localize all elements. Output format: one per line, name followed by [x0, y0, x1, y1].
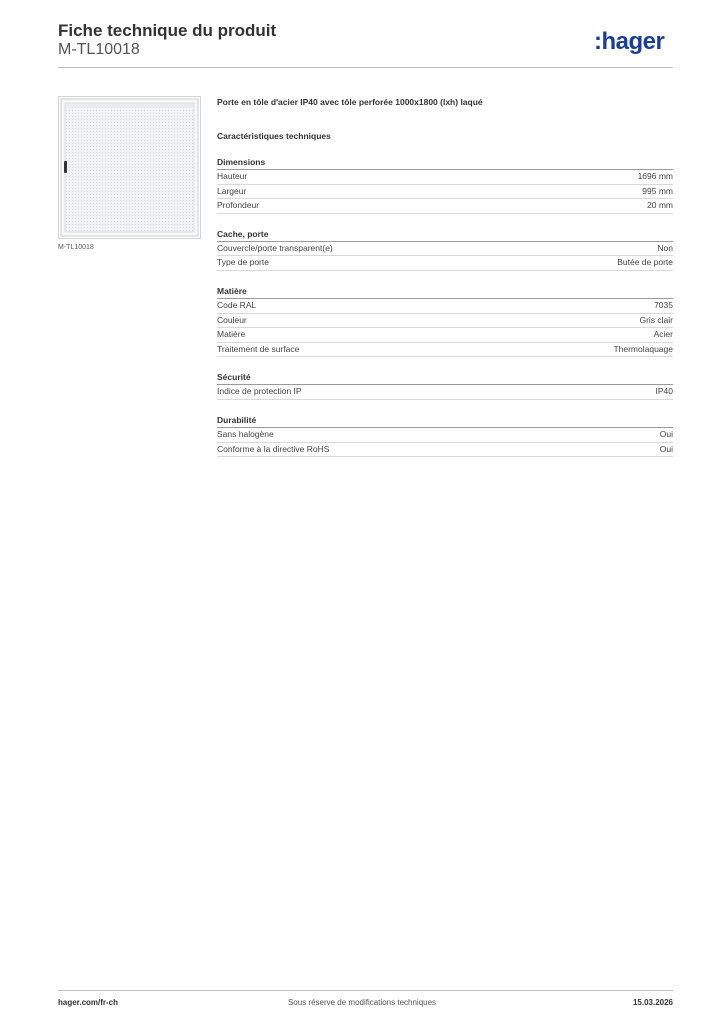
- spec-value: 20 mm: [647, 200, 673, 211]
- spec-value: 1696 mm: [637, 171, 673, 181]
- page-title: Fiche technique du produit: [58, 21, 277, 40]
- spec-row: [217, 385, 673, 400]
- spec-value: Oui: [659, 443, 673, 454]
- spec-label: Traitement de surface: [217, 343, 300, 354]
- spec-label: Conforme à la directive RoHS: [217, 443, 330, 454]
- footer-divider: [58, 990, 673, 991]
- spec-row: [217, 443, 673, 458]
- product-image: [58, 96, 201, 239]
- product-code: M-TL10018: [58, 41, 140, 58]
- spec-value: 7035: [654, 299, 673, 310]
- spec-label: Sans halogène: [217, 428, 274, 439]
- spec-label: Couleur: [217, 314, 247, 325]
- spec-row: [217, 428, 673, 443]
- hager-logo: :hager: [594, 28, 665, 55]
- spec-row: [217, 242, 673, 257]
- header-divider: [58, 67, 673, 68]
- footer-website-link[interactable]: hager.com/fr-ch: [58, 998, 119, 1007]
- section-dimensions: [217, 156, 673, 214]
- spec-value: Acier: [653, 329, 673, 340]
- spec-row: [217, 343, 673, 358]
- technical-characteristics-title: Caractéristiques techniques: [217, 131, 331, 141]
- spec-value: Oui: [659, 428, 673, 439]
- spec-label: Profondeur: [217, 200, 260, 211]
- section-cache-porte: [217, 228, 673, 271]
- spec-label: Indice de protection IP: [217, 386, 302, 397]
- product-description: Porte en tôle d'acier IP40 avec tôle perforée 1000x1800 (lxh) laqué: [217, 97, 483, 107]
- spec-value: Gris clair: [639, 314, 673, 325]
- footer-notice: Sous réserve de modifications techniques: [287, 998, 437, 1007]
- section-securite: [217, 371, 673, 400]
- spec-row: [217, 199, 673, 214]
- spec-label: Code RAL: [217, 299, 257, 310]
- section-heading: Cache, porte: [217, 228, 673, 242]
- section-heading: Matière: [217, 285, 673, 299]
- spec-label: Couvercle/porte transparent(e): [217, 242, 333, 253]
- spec-value: 995 mm: [642, 185, 673, 196]
- section-heading: Durabilité: [217, 414, 673, 428]
- spec-row: [217, 328, 673, 343]
- spec-value: Thermolaquage: [613, 343, 673, 354]
- spec-value: IP40: [655, 386, 673, 397]
- spec-row: [217, 185, 673, 200]
- image-caption: M-TL10018: [58, 244, 94, 251]
- spec-row: [217, 256, 673, 271]
- spec-value: Butée de porte: [617, 257, 673, 268]
- footer-date: 15.03.2026: [632, 998, 673, 1007]
- spec-label: Type de porte: [217, 257, 269, 268]
- section-durabilite: [217, 414, 673, 457]
- spec-label: Hauteur: [217, 171, 248, 181]
- spec-label: Largeur: [217, 185, 247, 196]
- section-heading: Sécurité: [217, 371, 673, 385]
- spec-content: [217, 96, 673, 457]
- spec-label: Matière: [217, 329, 246, 340]
- spec-value: Non: [657, 242, 673, 253]
- door-illustration: [59, 97, 200, 238]
- spec-row: [217, 314, 673, 329]
- spec-row: [217, 299, 673, 314]
- section-matiere: [217, 285, 673, 357]
- spec-row: [217, 170, 673, 185]
- section-heading: Dimensions: [217, 156, 673, 170]
